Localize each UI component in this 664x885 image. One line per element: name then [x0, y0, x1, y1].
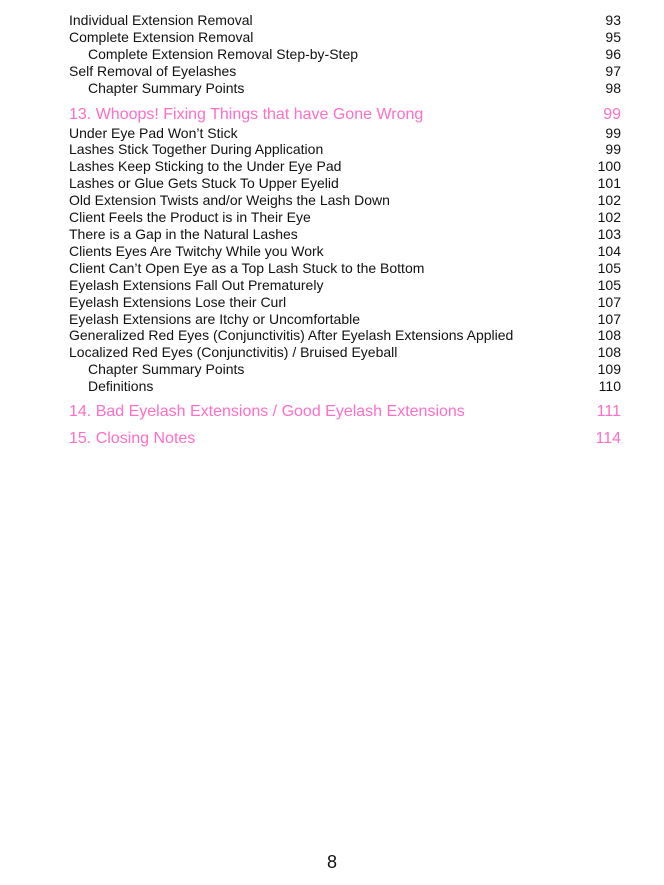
toc-entry-page: 102	[597, 209, 621, 226]
toc-entry-page: 110	[598, 378, 621, 395]
toc-entry-title: Client Feels the Product is in Their Eye	[69, 209, 311, 226]
toc-chapter-page: 111	[596, 403, 621, 421]
toc-entry-title: Lashes or Glue Gets Stuck To Upper Eyelid	[69, 175, 339, 192]
toc-entry	[69, 63, 621, 80]
toc-entry-page: 100	[597, 158, 621, 175]
toc-entry-page: 108	[597, 344, 621, 361]
toc-entry-title: Individual Extension Removal	[69, 12, 253, 28]
toc-entry	[69, 327, 621, 344]
toc-entry	[69, 311, 621, 328]
toc-entry-page: 93	[605, 12, 621, 28]
toc-entry	[69, 243, 621, 260]
toc-entry-page: 105	[597, 276, 621, 293]
toc-entry-title: Eyelash Extensions are Itchy or Uncomfortable	[69, 310, 361, 327]
toc-entry-page: 107	[597, 293, 621, 310]
toc-chapter-page: 114	[595, 430, 621, 448]
toc-entry-page: 99	[605, 124, 621, 141]
toc-chapter-heading	[69, 402, 621, 422]
toc-entry	[69, 294, 621, 311]
toc-entry-title: Clients Eyes Are Twitchy While you Work	[69, 242, 324, 259]
toc-chapter-title: 15. Closing Notes	[69, 430, 196, 448]
toc-chapter-title: 13. Whoops! Fixing Things that have Gone Wrong	[69, 105, 424, 123]
toc-entry	[69, 260, 621, 277]
toc-entry-title: Eyelash Extensions Fall Out Prematurely	[69, 276, 324, 293]
toc-entry	[69, 141, 621, 158]
toc-entry-page: 108	[597, 327, 621, 344]
toc-entry-page: 109	[597, 361, 621, 378]
toc-entry-page: 99	[605, 141, 621, 158]
toc-entry-title: Chapter Summary Points	[88, 79, 245, 96]
toc-entry-title: Client Can’t Open Eye as a Top Lash Stuck to the Bottom	[69, 259, 425, 276]
toc-chapter-heading	[69, 105, 621, 125]
toc-entry-title: There is a Gap in the Natural Lashes	[69, 225, 298, 242]
toc-entry	[69, 12, 621, 29]
toc-entry-title: Lashes Keep Sticking to the Under Eye Pad	[69, 158, 342, 175]
toc-entry-title: Eyelash Extensions Lose their Curl	[69, 293, 287, 310]
toc-entry-title: Complete Extension Removal Step-by-Step	[88, 45, 359, 62]
toc-entry-title: Self Removal of Eyelashes	[69, 62, 237, 79]
page-number: 8	[326, 852, 337, 872]
toc-entry	[69, 226, 621, 243]
toc-entry-title: Complete Extension Removal	[69, 28, 254, 45]
toc-entry	[69, 344, 621, 361]
toc-entry-page: 95	[605, 28, 621, 45]
toc-chapter-heading	[69, 429, 621, 449]
toc-entry	[69, 125, 621, 142]
toc-subentry	[69, 361, 621, 378]
toc-entry-page: 97	[605, 62, 621, 79]
toc-entry-title: Chapter Summary Points	[88, 361, 245, 378]
table-of-contents	[69, 12, 621, 449]
toc-entry-title: Under Eye Pad Won’t Stick	[69, 124, 238, 141]
toc-entry	[69, 209, 621, 226]
toc-entry-page: 107	[597, 310, 621, 327]
toc-entry-title: Lashes Stick Together During Application	[69, 141, 324, 158]
toc-entry-page: 101	[597, 175, 621, 192]
toc-entry-title: Definitions	[88, 378, 154, 395]
toc-entry-page: 96	[605, 45, 621, 62]
toc-entry-page: 104	[597, 242, 621, 259]
toc-entry	[69, 175, 621, 192]
toc-chapter-page: 99	[603, 105, 621, 123]
toc-entry	[69, 29, 621, 46]
toc-entry-page: 102	[597, 192, 621, 209]
toc-subentry	[69, 378, 621, 395]
toc-chapter-title: 14. Bad Eyelash Extensions / Good Eyelash Extensions	[69, 403, 465, 421]
toc-entry	[69, 277, 621, 294]
toc-subentry	[69, 80, 621, 97]
toc-entry-title: Generalized Red Eyes (Conjunctivitis) After Eyelash Extensions Applied	[69, 327, 514, 344]
toc-entry	[69, 192, 621, 209]
toc-entry-page: 98	[605, 79, 621, 96]
toc-subentry	[69, 46, 621, 63]
toc-entry-title: Localized Red Eyes (Conjunctivitis) / Bruised Eyeball	[69, 344, 398, 361]
toc-entry-title: Old Extension Twists and/or Weighs the Lash Down	[69, 192, 390, 209]
toc-entry-page: 103	[597, 225, 621, 242]
toc-entry-page: 105	[597, 259, 621, 276]
toc-entry	[69, 158, 621, 175]
